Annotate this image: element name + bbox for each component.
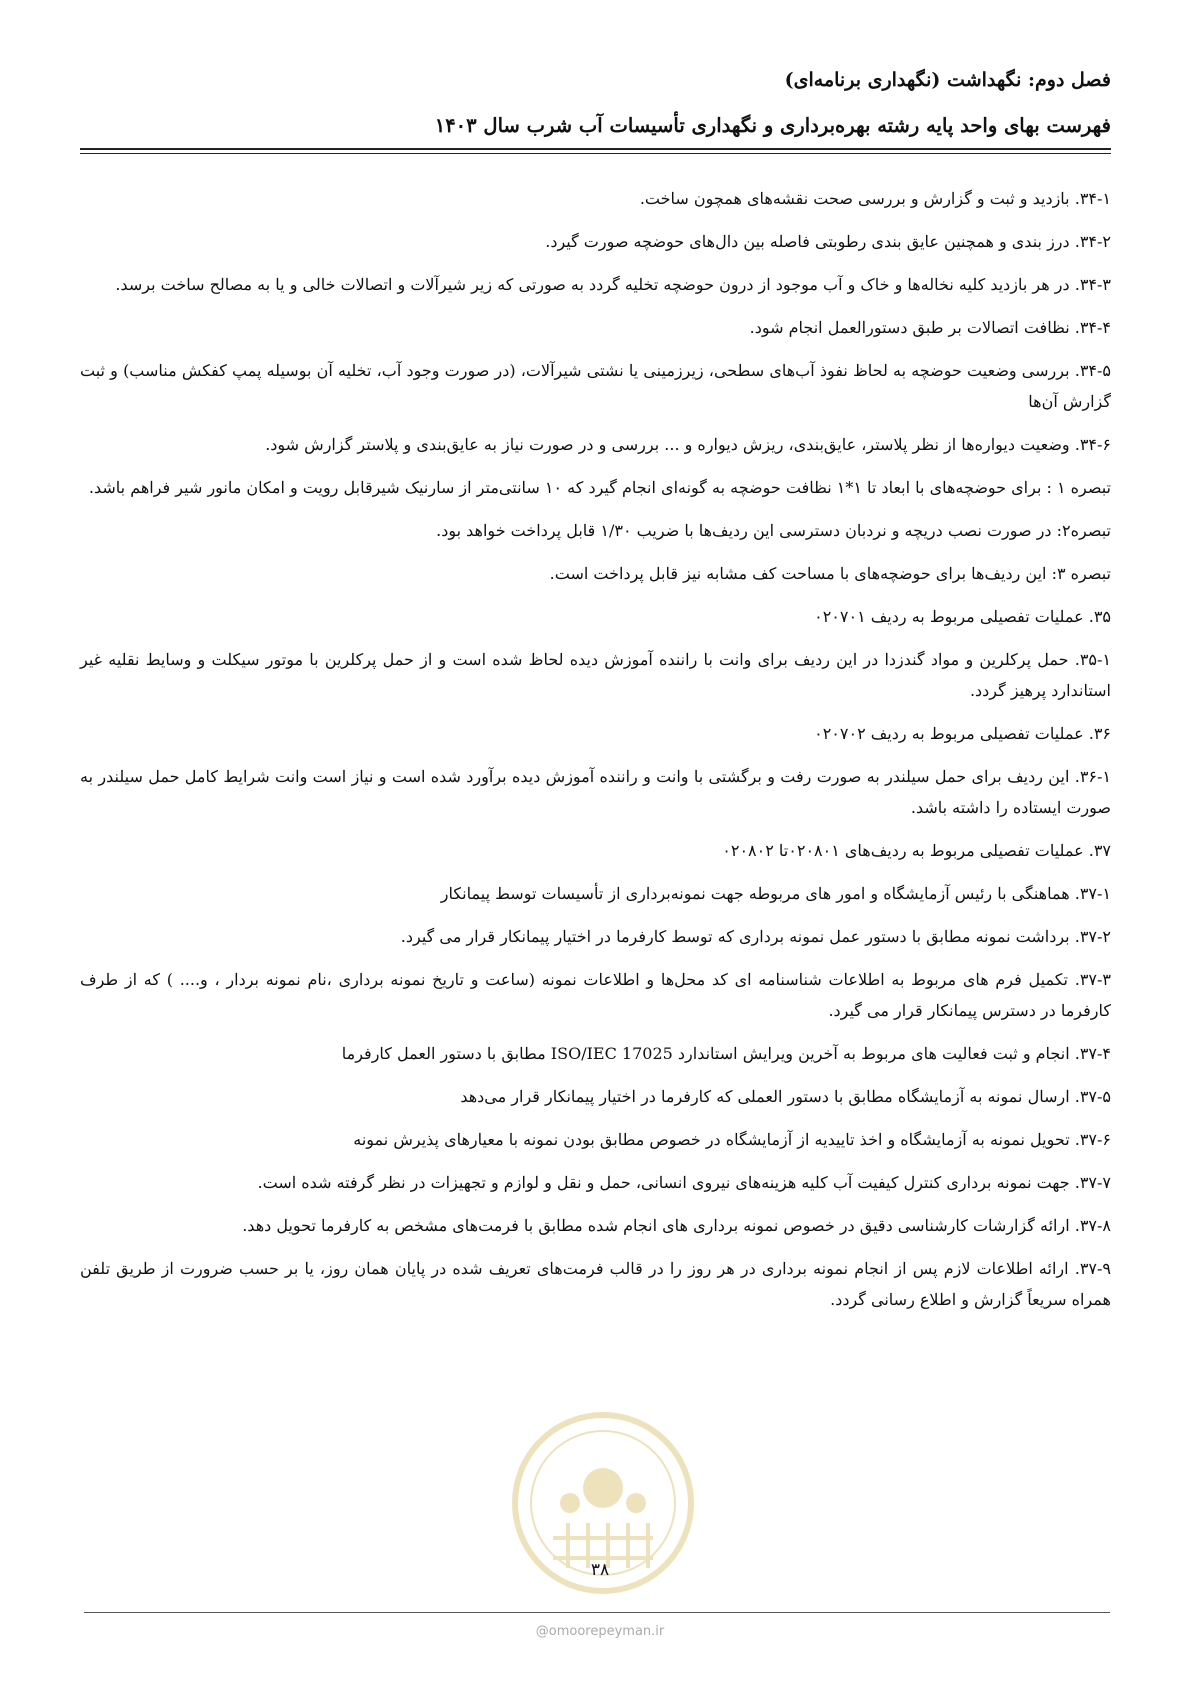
paragraph: ۳۷-۵. ارسال نمونه به آزمایشگاه مطابق با دستور العملی که کارفرما در اختیار پیمانکار قرار می‌دهد [460,1087,1111,1106]
paragraph: ۳۵-۱. حمل پرکلرین و مواد گندزدا در این ردیف برای وانت با راننده آموزش دیده لحاظ شده است و از حمل پرکلرین با موتور سیکلت و وسایط نقلیه غیر استاندارد پرهیز گردد. [80,650,1111,700]
page-number: ۳۸ [590,1560,610,1580]
paragraph: ۳۶. عملیات تفصیلی مربوط به ردیف ۰۲۰۷۰۲ [814,724,1111,743]
paragraph: ۳۴-۴. نظافت اتصالات بر طبق دستورالعمل انجام شود. [749,318,1111,337]
paragraph: ۳۴-۵. بررسی وضعیت حوضچه به لحاظ نفوذ آب‌های سطحی، زیرزمینی یا نشتی شیرآلات، (در صورت وجود آب، تخلیه آن بوسیله پمپ کفکش مناسب) و ثبت گزارش آن‌ها [80,361,1111,411]
header-rule-thin [80,153,1111,154]
paragraph: ۳۶-۱. این ردیف برای حمل سیلندر به صورت رفت و برگشتی با وانت و راننده آموزش دیده برآورد شده است و نیاز است وانت شرایط کامل حمل سیلندر به صورت ایستاده را داشته باشد. [80,767,1112,817]
paragraph: ۳۷-۳. تکمیل فرم های مربوط به اطلاعات شناسنامه ای کد محل‌ها و اطلاعات نمونه (ساعت و تاریخ نمونه برداری ،نام نمونه بردار ، و.... ) که از طرف کارفرما در دسترس پیمانکار قرار می گیرد. [80,970,1111,1020]
paragraph: ۳۷-۲. برداشت نمونه مطابق با دستور عمل نمونه برداری که توسط کارفرما در اختیار پیمانکار قرار می گیرد. [400,927,1111,946]
paragraph: ۳۷-۸. ارائه گزارشات کارشناسی دقیق در خصوص نمونه برداری های انجام شده مطابق با فرمت‌های مشخص به کارفرما تحویل دهد. [242,1216,1111,1235]
paragraph: ۳۷-۱. هماهنگی با رئیس آزمایشگاه و امور های مربوطه جهت نمونه‌برداری از تأسیسات توسط پیمانکار [440,884,1111,903]
paragraph: تبصره۲: در صورت نصب دریچه و نردبان دسترسی این ردیف‌ها با ضریب ۱/۳۰ قابل پرداخت خواهد بود. [436,521,1111,540]
paragraph: ۳۴-۱. بازدید و ثبت و گزارش و بررسی صحت نقشه‌های همچون ساخت. [639,189,1111,208]
paragraph: ۳۷-۴. انجام و ثبت فعالیت های مربوط به آخرین ویرایش استاندارد ISO/IEC 17025 مطابق با دستور العمل کارفرما [341,1044,1111,1063]
paragraph: ۳۷-۶. تحویل نمونه به آزمایشگاه و اخذ تاییدیه از آزمایشگاه در خصوص مطابق بودن نمونه با معیارهای پذیرش نمونه [353,1130,1111,1149]
paragraph: ۳۵. عملیات تفصیلی مربوط به ردیف ۰۲۰۷۰۱ [814,607,1111,626]
body-text [80,183,1111,1327]
paragraph: ۳۷-۷. جهت نمونه برداری کنترل کیفیت آب کلیه هزینه‌های نیروی انسانی، حمل و نقل و لوازم و تجهیزات در نظر گرفته شده است. [257,1173,1111,1192]
footer-rule [84,1612,1110,1613]
paragraph: ۳۷. عملیات تفصیلی مربوط به ردیف‌های ۰۲۰۸۰۱تا ۰۲۰۸۰۲ [722,841,1111,860]
chapter-title: فصل دوم: نگهداشت (نگهداری برنامه‌ای) [784,69,1111,91]
paragraph: تبصره ۱ : برای حوضچه‌های با ابعاد تا ۱*۱ نظافت حوضچه به گونه‌ای انجام گیرد که ۱۰ سانتی‌متر از سارنیک شیرقابل رویت و امکان مانور شیر فراهم باشد. [88,478,1111,497]
header-rule-thick [80,148,1111,150]
watermark-site: @omoorepeyman.ir [535,1624,665,1639]
paragraph: ۳۴-۳. در هر بازدید کلیه نخاله‌ها و خاک و آب موجود از درون حوضچه تخلیه گردد به صورتی که زیر شیرآلات و اتصالات خالی و یا به مصالح ساخت برسد. [115,275,1111,294]
paragraph: ۳۷-۹. ارائه اطلاعات لازم پس از انجام نمونه برداری در هر روز را در قالب فرمت‌های تعریف شده در پایان همان روز، یا بر حسب ضرورت از طریق تلفن همراه سریعاً گزارش و اطلاع رسانی گردد. [80,1259,1111,1309]
paragraph: ۳۴-۶. وضعیت دیواره‌ها از نظر پلاستر، عایق‌بندی، ریزش دیواره و ... بررسی و در صورت نیاز به عایق‌بندی و پلاستر گزارش شود. [265,435,1111,454]
document-title: فهرست بهای واحد پایه رشته بهره‌برداری و نگهداری تأسیسات آب شرب سال ۱۴۰۳ [434,114,1111,137]
paragraph: ۳۴-۲. درز بندی و همچنین عایق بندی رطوبتی فاصله بین دال‌های حوضچه صورت گیرد. [545,232,1111,251]
paragraph: تبصره ۳: این ردیف‌ها برای حوضچه‌های با مساحت کف مشابه نیز قابل پرداخت است. [549,564,1111,583]
